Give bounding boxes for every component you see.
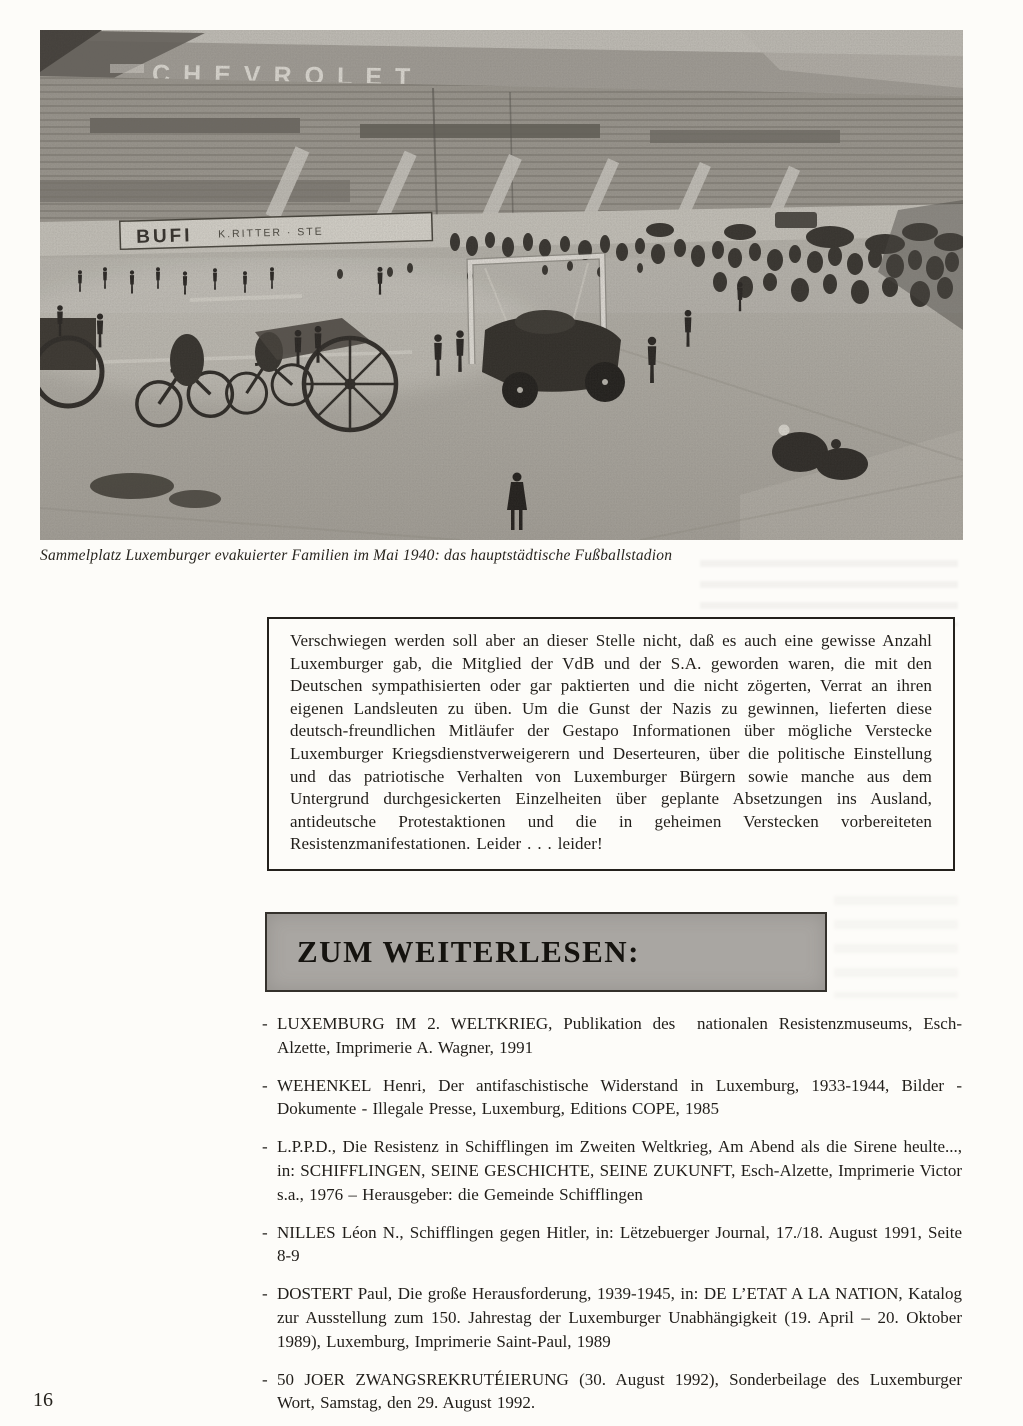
entry-text: LUXEMBURG IM 2. WELTKRIEG, Publikation des nationalen Resistenzmuseums, Esch-Alzette, Imprimerie A. Wagner, 1991	[277, 1014, 962, 1057]
bibliography-list	[262, 1012, 962, 1426]
entry-text: L.P.P.D., Die Resistenz in Schifflingen im Zweiten Weltkrieg, Am Abend als die Sirene heulte..., in: SCHIFFLINGEN, SEINE GESCHICHTE, SEINE ZUKUNFT, Esch-Alzette, Imprimerie Victor s.a., 1976 – Herausgeber: die Gemeinde Schifflingen	[277, 1137, 962, 1204]
bibliography-entry	[262, 1221, 962, 1269]
entry-dash: -	[262, 1014, 268, 1033]
note-paragraph: Verschwiegen werden soll aber an dieser Stelle nicht, daß es auch eine gewisse Anzahl Luxemburger gab, die Mitglied der VdB und der S.A. geworden waren, die mit den Deutschen sympathisierten oder gar paktierten und die nicht zögerten, Verrat an ihren eigenen Landsleuten zu üben. Um die Gunst der Nazis zu gewinnen, lieferten diese deutsch-freundlichen Mitläufer der Gestapo Informationen über mögliche Verstecke Luxemburger Kriegsdienstverweigerern und Deserteuren, über die politische Einstellung und das patriotische Verhalten von Luxemburger Bürgern sowie manche aus dem Untergrund durchgesickerten Einzelheiten über geplante Absetzungen ins Ausland, antideutsche Protestaktionen und die in geheimen Verstecken vorbereiteten Resistenzmanifestationen. Leider . . . leider!	[290, 631, 932, 854]
entry-dash: -	[262, 1075, 268, 1095]
bibliography-entry	[262, 1282, 962, 1353]
bibliography-entry	[262, 1135, 962, 1206]
entry-text: 50 JOER ZWANGSREKRUTÉIERUNG (30. August 1992), Sonderbeilage des Luxemburger Wort, Samstag, den 29. August 1992.	[277, 1369, 962, 1413]
entry-dash: -	[262, 1222, 268, 1242]
grain-overlay	[40, 30, 963, 540]
further-reading-title: ZUM WEITERLESEN:	[297, 934, 640, 969]
entry-dash: -	[262, 1284, 268, 1304]
note-box	[267, 617, 955, 871]
entry-text: DOSTERT Paul, Die große Herausforderung, 1939-1945, in: DE L’ETAT A LA NATION, Katalog zur Ausstellung zum 150. Jahrestag der Luxemburger Unabhängigkeit (19. April – 20. Oktober 1989), Luxemburg, Imprimerie Saint-Paul, 1989	[277, 1284, 962, 1351]
stadium-photo-illustration	[40, 30, 963, 540]
entry-text: NILLES Léon N., Schifflingen gegen Hitler, in: Lëtzebuerger Journal, 17./18. August 1991, Seite 8-9	[277, 1222, 962, 1266]
page-number: 16	[33, 1389, 53, 1411]
bibliography-entry	[262, 1074, 962, 1122]
photo-figure	[40, 30, 963, 540]
entry-text: WEHENKEL Henri, Der antifaschistische Widerstand in Luxemburg, 1933-1944, Bilder - Dokumente - Illegale Presse, Luxemburg, Editions COPE, 1985	[277, 1075, 962, 1119]
further-reading-header	[265, 912, 827, 992]
ink-bleedthrough	[834, 896, 958, 998]
bibliography-entry	[262, 1368, 962, 1416]
photo-caption: Sammelplatz Luxemburger evakuierter Familien im Mai 1940: das hauptstädtische Fußballstadion	[40, 547, 673, 564]
bibliography-entry	[262, 1012, 962, 1060]
entry-dash: -	[262, 1369, 268, 1389]
entry-dash: -	[262, 1137, 268, 1157]
